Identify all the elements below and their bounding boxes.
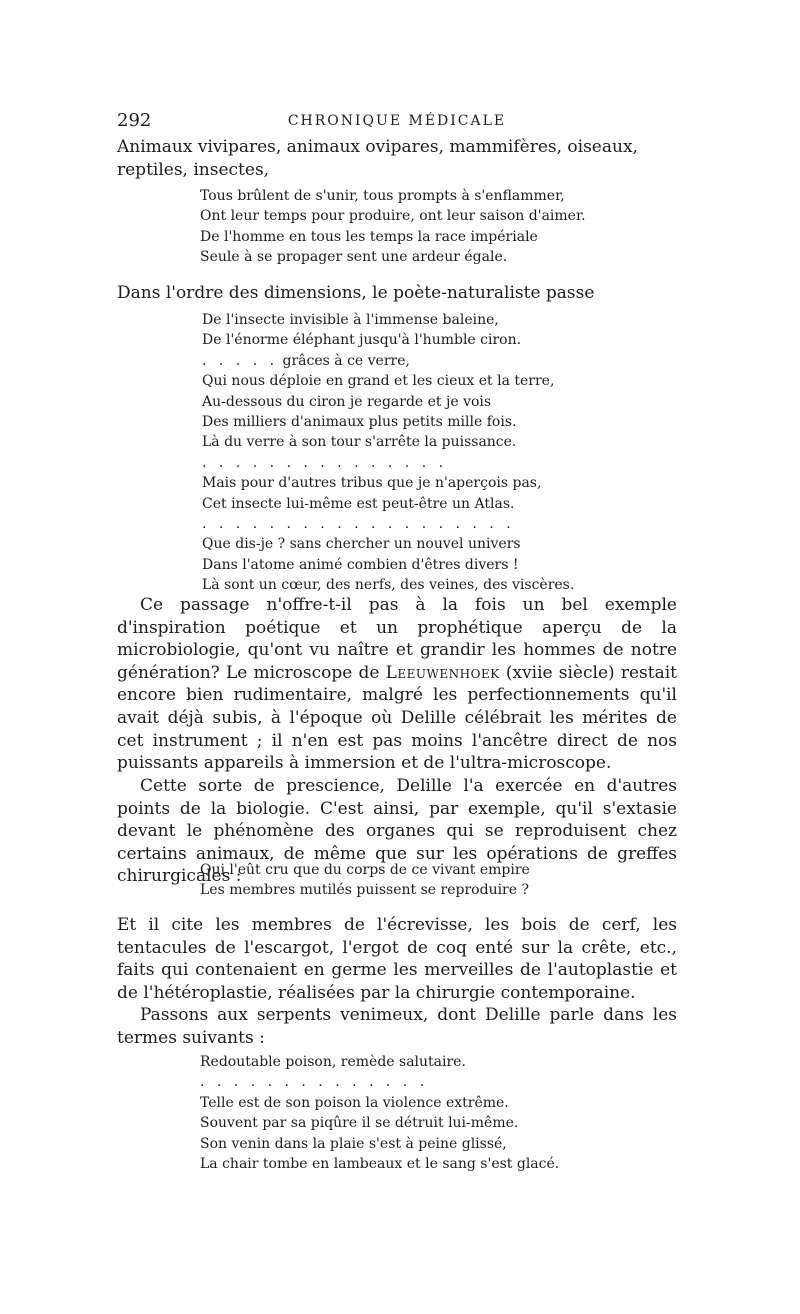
verse-line [202, 351, 574, 371]
verse-line: Tous brûlent de s'unir, tous prompts à s'enflammer, [200, 188, 565, 204]
verse-line: Des milliers d'animaux plus petits mille fois. [202, 414, 517, 431]
verse-line: Les membres mutilés puissent se reproduire ? [200, 882, 529, 899]
body-paragraph-1 [117, 594, 677, 775]
verse-quote-3 [200, 860, 530, 901]
ellipsis-dots: . . . . . . . . . . . . . . . [202, 454, 448, 471]
body-paragraph-4 [117, 1004, 677, 1049]
century-note: (xviie siècle) [505, 662, 615, 683]
verse-line: Son venin dans la plaie s'est à peine glissé, [200, 1135, 507, 1152]
verse-line: Cet insecte lui-même est peut-être un Atlas. [202, 495, 515, 512]
verse-line: Dans l'atome animé combien d'êtres divers ! [202, 556, 519, 573]
paragraph-text: Ce passage n'offre-t-il pas à la fois un bel exemple d'inspiration poétique et un prophétique aperçu de la microbiologie, qu'ont vu naître et grandir les hommes de notre génération? Le microscope de [117, 595, 677, 683]
verse-line: Redoutable poison, remède salutaire. [200, 1054, 466, 1070]
verse-line: Là sont un cœur, des nerfs, des veines, des viscères. [202, 577, 575, 594]
verse-line: Au-dessous du ciron je regarde et je vois [202, 393, 492, 410]
paragraph-text: Passons aux serpents venimeux, dont Delille parle dans les termes suivants : [117, 1005, 677, 1048]
verse-line: Qui l'eût cru que du corps de ce vivant empire [200, 862, 530, 878]
verse-fragment: grâces à ce verre, [282, 352, 410, 369]
verse-quote-4 [200, 1052, 559, 1174]
body-paragraph-3 [117, 914, 677, 1004]
verse-line: De l'énorme éléphant jusqu'à l'humble ciron. [202, 332, 522, 349]
verse-line: Seule à se propager sent une ardeur égale. [200, 249, 508, 266]
verse-line: De l'homme en tous les temps la race impériale [200, 228, 538, 245]
verse-line: Que dis-je ? sans chercher un nouvel univers [202, 536, 521, 553]
intro-line: reptiles, insectes, [117, 159, 270, 180]
author-name: Leeuwenhoek [385, 662, 500, 683]
verse-line: Souvent par sa piqûre il se détruit lui-même. [200, 1115, 519, 1132]
ellipsis-dots: . . . . . . . . . . . . . . [200, 1074, 429, 1091]
verse-line: De l'insecte invisible à l'immense baleine, [202, 312, 499, 328]
ellipsis-dots: . . . . . . . . . . . . . . . . . . . [202, 516, 515, 533]
verse-line: Telle est de son poison la violence extrême. [200, 1094, 509, 1111]
verse-line: Qui nous déploie en grand et les cieux et la terre, [202, 373, 555, 390]
intro-paragraph [117, 136, 677, 181]
page-number: 292 [117, 110, 152, 131]
verse-line: La chair tombe en lambeaux et le sang s'est glacé. [200, 1156, 560, 1173]
verse-quote-2 [202, 310, 574, 596]
running-title: CHRONIQUE MÉDICALE [287, 113, 507, 129]
paragraph-text: Cette sorte de prescience, Delille l'a exercée en d'autres points de la biologie. C'est ainsi, par exemple, qu'il s'extasie devant le phénomène des organes qui se reproduisent chez certains animaux, de même que sur les opérations de greffes chirurgicales : [117, 776, 677, 887]
ellipsis-dots: . . . . . [202, 352, 279, 369]
intro-line: Animaux vivipares, animaux ovipares, mammifères, oiseaux, [117, 137, 638, 157]
verse-line: Mais pour d'autres tribus que je n'aperçois pas, [202, 475, 542, 492]
verse-quote-1 [200, 186, 586, 268]
paragraph-text: Et il cite les membres de l'écrevisse, les bois de cerf, les tentacules de l'escargot, l'ergot de coq enté sur la crête, etc., faits qui contenaient en germe les merveilles de l'autoplastie et de l'hétéroplastie, réalisées par la chirurgie contemporaine. [117, 915, 677, 1003]
paragraph-text: restait encore bien rudimentaire, malgré les perfectionnements qu'il avait déjà subis, à l'époque où Delille célébrait les mérites de cet instrument ; il n'en est pas moins l'ancêtre direct de nos puissants appareils à immersion et de l'ultra-microscope. [117, 662, 677, 774]
verse-line: Là du verre à son tour s'arrête la puissance. [202, 434, 517, 451]
verse-line: Ont leur temps pour produire, ont leur saison d'aimer. [200, 208, 586, 225]
transition-line: Dans l'ordre des dimensions, le poète-naturaliste passe [117, 283, 595, 303]
page-header [117, 110, 677, 134]
